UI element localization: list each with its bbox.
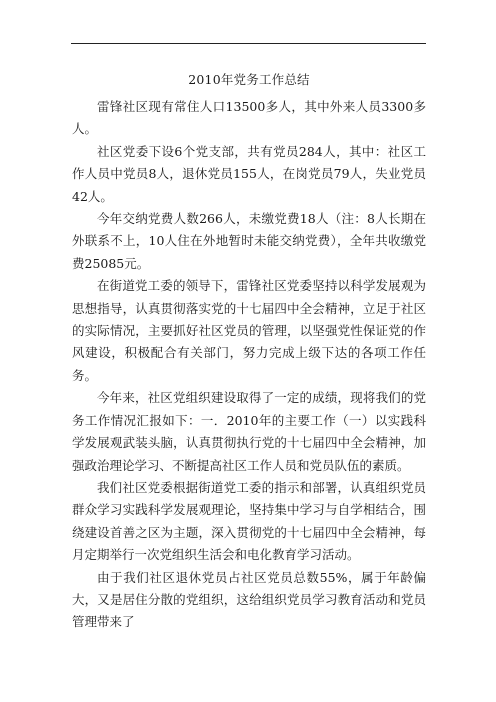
paragraph-work-report: 今年来，社区党组织建设取得了一定的成绩，现将我们的党务工作情况汇报如下：一．2010年的主要工作（一）以实践科学发展观武装头脑，认真贯彻执行党的十七届四中全会精神，加强政治理论学习、不断提高社区工作人员和党员队伍的素质。 <box>72 390 426 473</box>
document-title: 2010年党务工作总结 <box>188 72 310 87</box>
paragraph-study-activities: 我们社区党委根据街道党工委的指示和部署，认真组织党员群众学习实践科学发展观理论，坚持集中学习与自学相结合，围绕建设首善之区为主题，深入贯彻党的十七届四中全会精神，每月定期举行一次党组织生活会和电化教育学习活动。 <box>72 479 426 563</box>
paragraph-retired-members: 由于我们社区退休党员占社区党员总数55%，属于年龄偏大，又是居住分散的党组织，这给组织党员学习教育活动和党员管理带来了 <box>72 569 426 630</box>
paragraph-leadership: 在街道党工委的领导下，雷锋社区党委坚持以科学发展观为思想指导，认真贯彻落实党的十七届四中全会精神，立足于社区的实际情况，主要抓好社区党员的管理，以坚强党性保证党的作风建设，积极配合有关部门，努力完成上级下达的各项工作任务。 <box>72 278 426 383</box>
header-rule <box>71 43 426 44</box>
paragraph-party-dues: 今年交纳党费人数266人，未缴党费18人（注：8人长期在外联系不上，10人住在外地暂时未能交纳党费），全年共收缴党费25085元。 <box>72 211 426 271</box>
document-body <box>72 70 426 634</box>
paragraph-population: 雷锋社区现有常住人口13500多人，其中外来人员3300多人。 <box>72 99 426 137</box>
paragraph-party-branches: 社区党委下设6个党支部，共有党员284人，其中：社区工作人员中党员8人，退休党员155人，在岗党员79人，失业党员42人。 <box>72 143 426 204</box>
